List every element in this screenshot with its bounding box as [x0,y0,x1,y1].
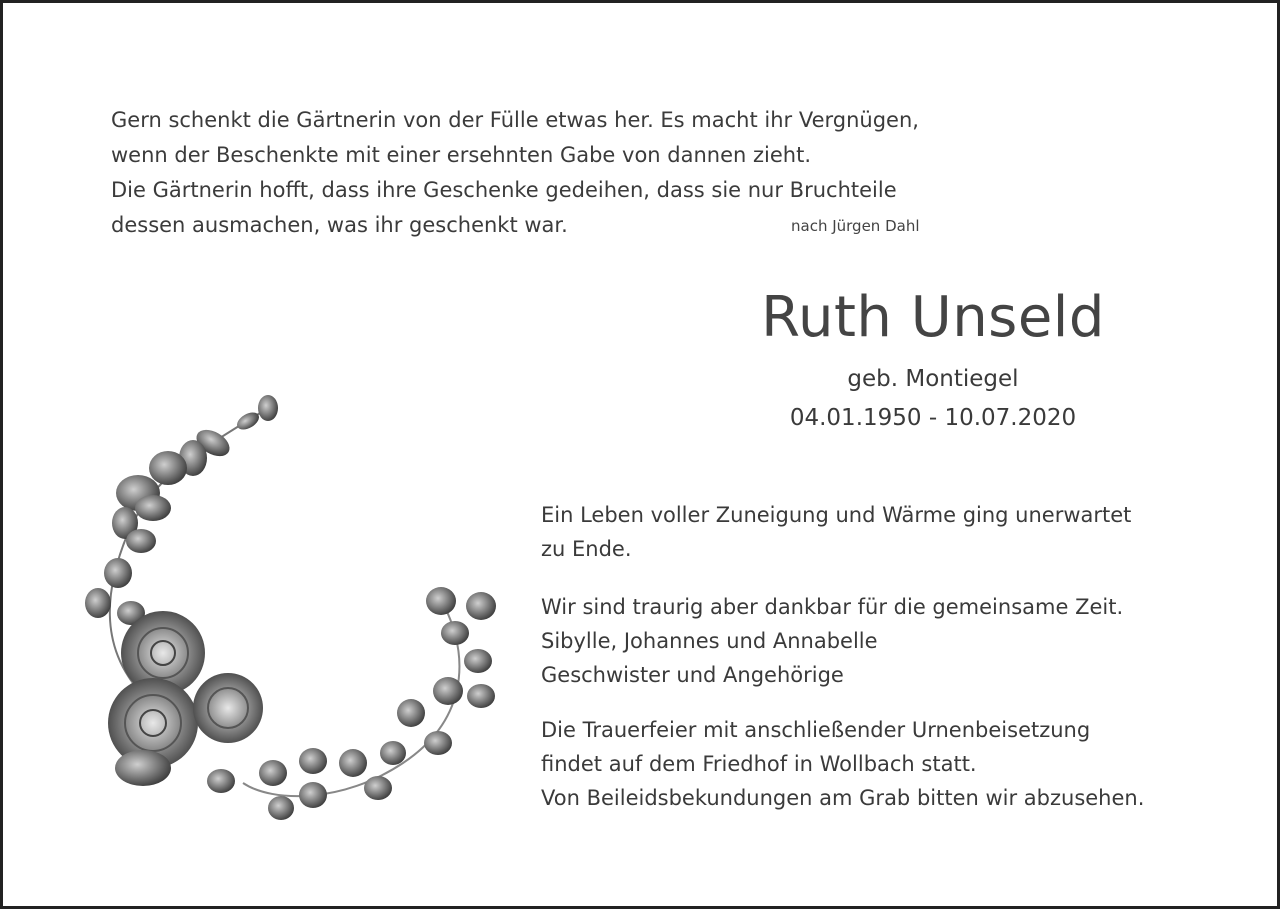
message-line: Die Trauerfeier mit anschließender Urnenbeisetzung [541,718,1091,742]
quote-line: Gern schenkt die Gärtnerin von der Fülle etwas her. Es macht ihr Vergnügen, [111,108,919,132]
mourners-relatives: Geschwister und Angehörige [541,663,844,687]
message-line: zu Ende. [541,537,632,561]
message-block-3 [541,713,1191,815]
life-dates: 04.01.1950 - 10.07.2020 [789,405,1077,431]
message-line: Von Beileidsbekundungen am Grab bitten wir abzusehen. [541,786,1145,810]
message-block-2 [541,590,1191,692]
message-line: Wir sind traurig aber dankbar für die gemeinsame Zeit. [541,595,1124,619]
birth-name: geb. Montiegel [847,366,1019,392]
mourners-names: Sibylle, Johannes und Annabelle [541,629,878,653]
quote-line: dessen ausmachen, was ihr geschenkt war. [111,213,568,237]
deceased-name: Ruth Unseld [761,285,1105,350]
quote-source: nach Jürgen Dahl [791,217,920,235]
quote-line: Die Gärtnerin hofft, dass ihre Geschenke gedeihen, dass sie nur Bruchteile [111,178,897,202]
floral-wreath-icon [43,363,543,853]
message-block-1 [541,498,1191,566]
quote-line: wenn der Beschenkte mit einer ersehnten Gabe von dannen zieht. [111,143,812,167]
message-line: Ein Leben voller Zuneigung und Wärme ging unerwartet [541,503,1132,527]
message-line: findet auf dem Friedhof in Wollbach statt. [541,752,977,776]
